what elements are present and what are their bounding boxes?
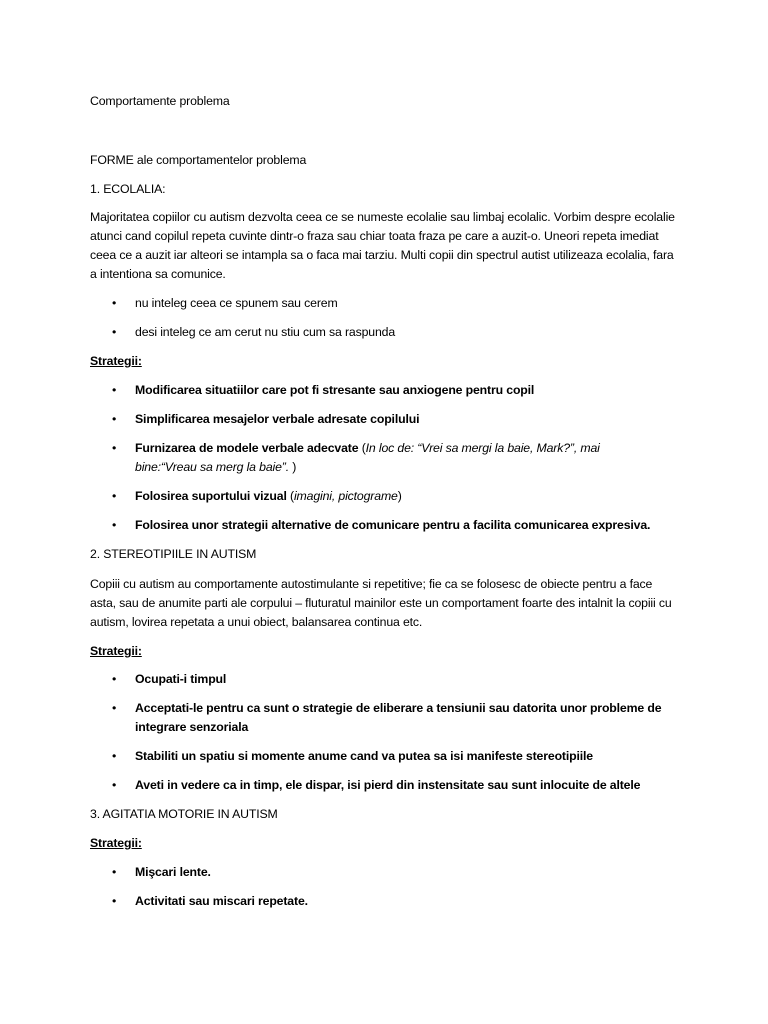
section1-strategy-4 <box>135 487 680 506</box>
section2-strategy-2: Acceptati-le pentru ca sunt o strategie de eliberare a tensiunii sau datorita unor probleme de integrare senzoriala <box>135 701 662 734</box>
section2-strategy-3: Stabiliti un spatiu si momente anume cand va putea sa isi manifeste stereotipiile <box>135 749 593 763</box>
strategy4-open: ( <box>286 489 294 503</box>
bullet-marker: • <box>112 325 117 339</box>
section1-bullet-1: nu inteleg ceea ce spunem sau cerem <box>135 296 338 310</box>
bullet-marker: • <box>112 489 117 503</box>
section3-strategies-label: Strategii: <box>90 836 142 850</box>
strategy4-bold-text: Folosirea suportului vizual <box>135 489 287 503</box>
section1-strategy-2: Simplificarea mesajelor verbale adresate copilului <box>135 412 420 426</box>
section1-bullet-2: desi inteleg ce am cerut nu stiu cum sa raspunda <box>135 325 396 339</box>
section2-strategy-1: Ocupati-i timpul <box>135 672 227 686</box>
bullet-marker: • <box>112 672 117 686</box>
section1-paragraph: Majoritatea copiilor cu autism dezvolta ceea ce se numeste ecolalie sau limbaj ecolalic. Vorbim despre ecolalie atunci cand copilul repeta cuvinte dintr-o fraza sau chiar toata fraza pe care a auzit-o. Uneori repeta imediat ceea ce a auzit iar alteori se intampla sa o faca mai tarziu. Multi copii din spectrul autist utilizeaza ecolalia, fara a intentiona sa comunice. <box>90 210 675 281</box>
strategy4-example: imagini, pictograme <box>293 489 398 503</box>
section3-strategy-2: Activitati sau miscari repetate. <box>135 894 308 908</box>
section2-paragraph: Copiii cu autism au comportamente autostimulante si repetitive; fie ca se folosesc de obiecte pentru a face asta, sau de anumite parti ale corpului – fluturatul mainilor este un comportament foarte des intalnit la copiii cu autism, lovirea repetata a unui obiect, balansarea continua etc. <box>90 577 672 629</box>
bullet-marker: • <box>112 865 117 879</box>
strategy3-bold-text: Furnizarea de modele verbale adecvate <box>135 441 359 455</box>
strategy3-example: In loc de: “Vrei sa mergi la baie, Mark?”, mai bine:“Vreau sa merg la baie”. <box>135 441 600 474</box>
section1-strategy-3 <box>135 439 635 477</box>
bullet-marker: • <box>112 778 117 792</box>
bullet-marker: • <box>112 701 117 715</box>
section3-strategy-1: Mişcari lente. <box>135 865 211 879</box>
bullet-marker: • <box>112 296 117 310</box>
strategy3-close: ) <box>289 460 297 474</box>
bullet-marker: • <box>112 412 117 426</box>
strategy3-open: ( <box>358 441 366 455</box>
bullet-marker: • <box>112 749 117 763</box>
section2-heading: 2. STEREOTIPIILE IN AUTISM <box>90 547 257 561</box>
section1-strategy-5: Folosirea unor strategii alternative de comunicare pentru a facilita comunicarea expresiva. <box>135 518 651 532</box>
section1-strategies-label: Strategii: <box>90 354 142 368</box>
section2-strategy-4: Aveti in vedere ca in timp, ele dispar, isi pierd din instensitate sau sunt inlocuite de altele <box>135 778 641 792</box>
forms-heading: FORME ale comportamentelor problema <box>90 153 307 167</box>
bullet-marker: • <box>112 383 117 397</box>
section1-heading: 1. ECOLALIA: <box>90 182 166 196</box>
strategy4-close: ) <box>397 489 402 503</box>
section3-heading: 3. AGITATIA MOTORIE IN AUTISM <box>90 807 278 821</box>
section2-strategies-label: Strategii: <box>90 644 142 658</box>
section1-strategy-1: Modificarea situatiilor care pot fi stresante sau anxiogene pentru copil <box>135 383 535 397</box>
bullet-marker: • <box>112 441 117 455</box>
document-title: Comportamente problema <box>90 94 230 108</box>
bullet-marker: • <box>112 518 117 532</box>
bullet-marker: • <box>112 894 117 908</box>
